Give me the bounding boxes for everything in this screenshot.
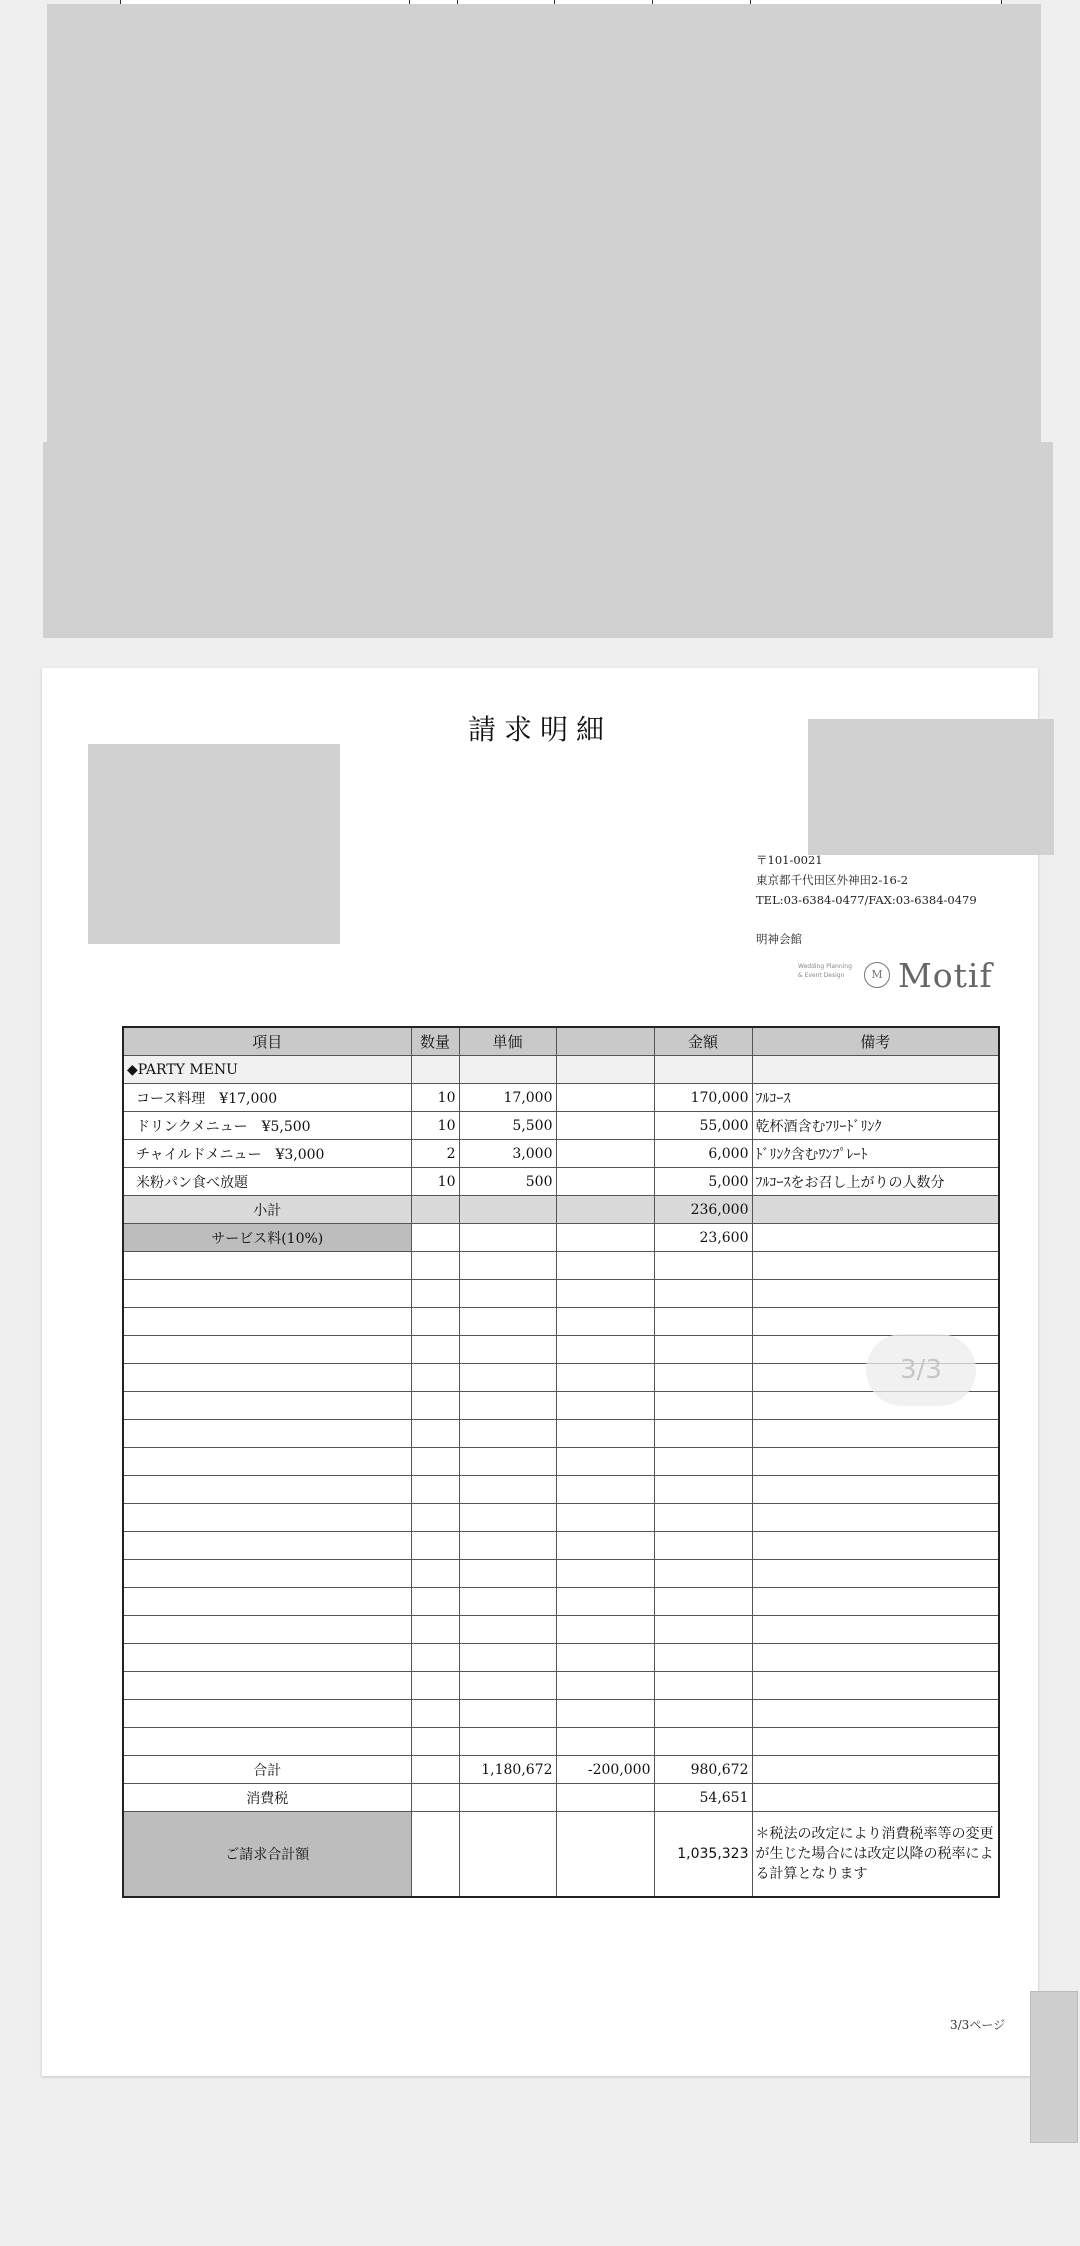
total-label: 合計 xyxy=(123,1756,411,1784)
logo-tagline: Wedding Planning & Event Design xyxy=(798,963,852,979)
empty-row xyxy=(123,1448,999,1476)
venue-name: 明神会館 xyxy=(756,932,802,946)
redacted-recipient xyxy=(88,744,340,944)
tax-change-note: ＊税法の改定により消費税率等の変更が生じた場合には改定以降の税率による計算となります xyxy=(752,1812,999,1898)
empty-row xyxy=(123,1644,999,1672)
tax-amount: 54,651 xyxy=(654,1784,752,1812)
empty-row xyxy=(123,1728,999,1756)
redacted-block xyxy=(43,442,1053,638)
total-amount: 980,672 xyxy=(654,1756,752,1784)
subtotal-amount: 236,000 xyxy=(654,1196,752,1224)
redacted-stamp xyxy=(808,719,1054,855)
postal-code: 〒101-0021 xyxy=(756,853,823,867)
scrollbar-thumb[interactable] xyxy=(1030,1991,1078,2143)
header-amount: 金額 xyxy=(654,1027,752,1056)
header-notes: 備考 xyxy=(752,1027,999,1056)
header-qty: 数量 xyxy=(411,1027,459,1056)
section-row xyxy=(123,1056,999,1084)
empty-row xyxy=(123,1616,999,1644)
tax-row xyxy=(123,1784,999,1812)
table-row: ドリンクメニュー ¥5,500 10 5,500 55,000 乾杯酒含むﾌﾘｰﾄﾞﾘﾝｸ xyxy=(123,1112,999,1140)
empty-row xyxy=(123,1672,999,1700)
redacted-block xyxy=(47,4,1041,444)
service-row xyxy=(123,1224,999,1252)
sender-address xyxy=(756,850,977,910)
street-address: 東京都千代田区外神田2-16-2 xyxy=(756,873,909,887)
service-amount: 23,600 xyxy=(654,1224,752,1252)
empty-row xyxy=(123,1700,999,1728)
header-blank xyxy=(556,1027,654,1056)
page-title: 請求明細 xyxy=(467,713,612,746)
empty-row xyxy=(123,1252,999,1280)
subtotal-label: 小計 xyxy=(123,1196,411,1224)
table-row: チャイルドメニュー ¥3,000 2 3,000 6,000 ﾄﾞﾘﾝｸ含むﾜﾝﾌﾟﾚｰﾄ xyxy=(123,1140,999,1168)
motif-logo xyxy=(798,956,1038,996)
tax-label: 消費税 xyxy=(123,1784,411,1812)
section-label: ◆PARTY MENU xyxy=(123,1056,411,1084)
empty-row xyxy=(123,1588,999,1616)
phone-fax: TEL:03-6384-0477/FAX:03-6384-0479 xyxy=(756,893,977,907)
header-unit-price: 単価 xyxy=(459,1027,556,1056)
logo-name: Motif xyxy=(898,956,993,995)
service-label: サービス料(10%) xyxy=(123,1224,411,1252)
table-header-row xyxy=(123,1027,999,1056)
empty-row xyxy=(123,1308,999,1336)
page-number: 3/3ページ xyxy=(950,2018,1006,2032)
grand-total-amount: 1,035,323 xyxy=(654,1812,752,1898)
empty-row xyxy=(123,1532,999,1560)
logo-mark-icon: M xyxy=(864,962,890,988)
empty-rows xyxy=(123,1252,999,1756)
empty-row xyxy=(123,1476,999,1504)
table-row: コース料理 ¥17,000 10 17,000 170,000 ﾌﾙｺｰｽ xyxy=(123,1084,999,1112)
grand-total-label: ご請求合計額 xyxy=(123,1812,411,1898)
invoice-table xyxy=(122,1026,1000,1898)
total-discount: -200,000 xyxy=(556,1756,654,1784)
empty-row xyxy=(123,1280,999,1308)
empty-row xyxy=(123,1420,999,1448)
header-item: 項目 xyxy=(123,1027,411,1056)
page-indicator: 3/3 xyxy=(866,1334,976,1406)
subtotal-row xyxy=(123,1196,999,1224)
empty-row xyxy=(123,1504,999,1532)
table-row: 米粉パン食べ放題 10 500 5,000 ﾌﾙｺｰｽをお召し上がりの人数分 xyxy=(123,1168,999,1196)
empty-row xyxy=(123,1392,999,1420)
total-row xyxy=(123,1756,999,1784)
empty-row xyxy=(123,1560,999,1588)
total-unit: 1,180,672 xyxy=(459,1756,556,1784)
grand-total-row xyxy=(123,1812,999,1898)
